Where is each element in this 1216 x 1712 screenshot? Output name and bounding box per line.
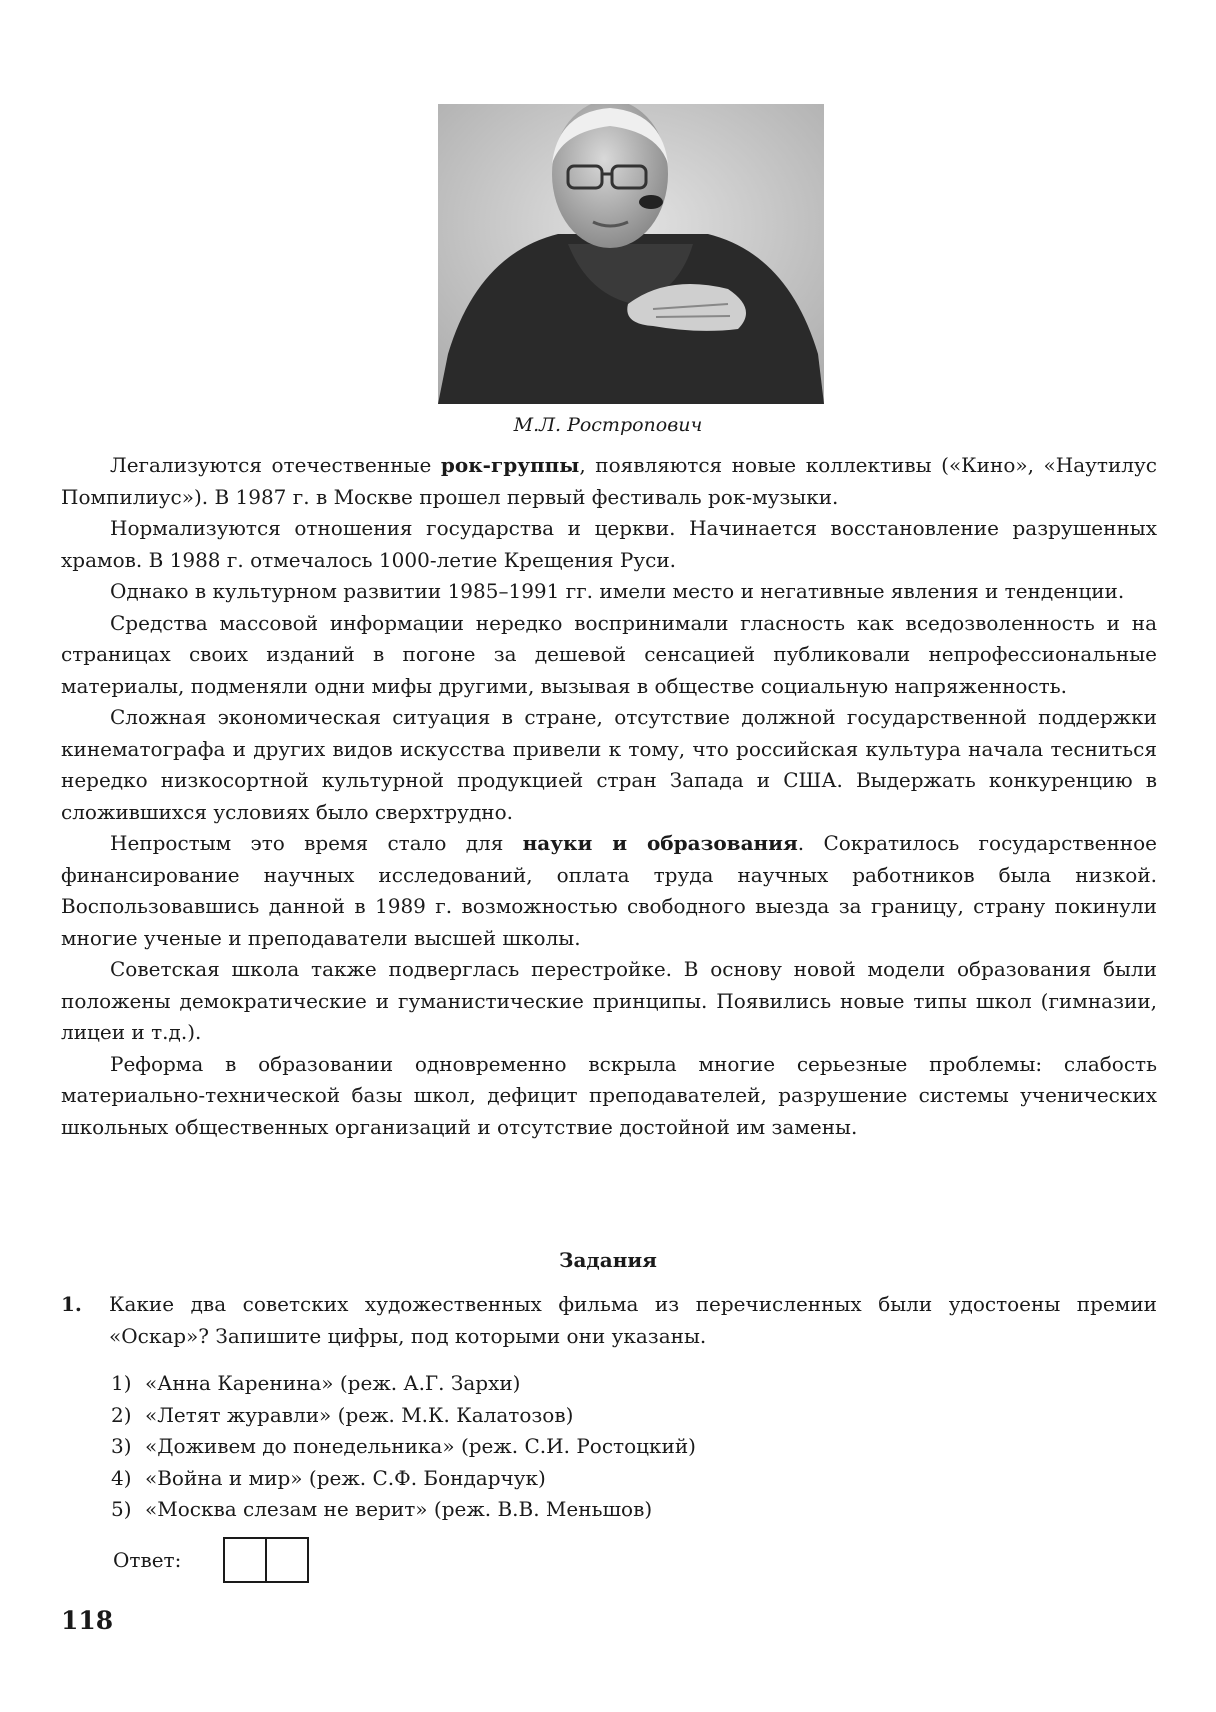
paragraph-text: Реформа в образовании одновременно вскрыла многие серьезные проблемы: слабость материально-технической базы школ, дефицит преподавателей, разрушение системы ученических школьных общественных организаций и отсутствие достойной им замены. <box>61 1051 1157 1139</box>
paragraph-text: . Сократилось государственное финансирование научных исследований, оплата труда научных работников была низкой. Воспользовавшись данной в 1989 г. возможностью свободного выезда за границу, страну покинули многие ученые и преподаватели высшей школы. <box>61 831 1157 950</box>
option-text: «Война и мир» (реж. С.Ф. Бондарчук) <box>145 1465 546 1490</box>
answer-row <box>113 1537 309 1583</box>
option-item <box>111 1400 1157 1432</box>
section-title: Задания <box>559 1248 657 1272</box>
options-list <box>111 1368 1157 1526</box>
answer-cell-2[interactable] <box>265 1539 307 1581</box>
paragraph <box>61 450 1157 513</box>
paragraph-text: Советская школа также подверглась перестройке. В основу новой модели образования были положены демократические и гуманистические принципы. Появились новые типы школ (гимназии, лицеи и т.д.). <box>61 957 1157 1044</box>
option-item <box>111 1368 1157 1400</box>
paragraph-text: Однако в культурном развитии 1985–1991 гг. имели место и негативные явления и тенденции. <box>110 579 1125 603</box>
paragraph-text: Средства массовой информации нередко воспринимали гласность как вседозволенность и на страницах своих изданий в погоне за дешевой сенсацией публиковали непрофессиональные материалы, подменяли одни мифы другими, вызывая в обществе социальную напряженность. <box>61 610 1157 698</box>
photo-caption: М.Л. Ростропович <box>513 414 703 436</box>
option-number: 3) <box>111 1434 132 1458</box>
paragraph <box>61 702 1157 828</box>
option-text: «Москва слезам не верит» (реж. В.В. Меньшов) <box>145 1497 653 1521</box>
option-text: «Летят журавли» (реж. М.К. Калатозов) <box>145 1402 574 1427</box>
paragraph-text: Непростым это время стало для <box>110 831 523 855</box>
option-item <box>111 1463 1157 1495</box>
option-item <box>111 1431 1157 1463</box>
task-question: Какие два советских художественных фильма из перечисленных были удостоены премии «Оскар»? Запишите цифры, под которыми они указаны. <box>109 1292 1157 1348</box>
page-number: 118 <box>61 1606 114 1635</box>
task-1 <box>61 1289 1157 1526</box>
paragraph <box>61 576 1157 608</box>
paragraph <box>61 1049 1157 1144</box>
bold-term: науки и образования <box>522 831 798 855</box>
option-text: «Доживем до понедельника» (реж. С.И. Ростоцкий) <box>145 1434 696 1458</box>
paragraph-text: Легализуются отечественные <box>110 453 441 477</box>
portrait-photo <box>438 104 824 404</box>
paragraph <box>61 954 1157 1049</box>
option-number: 1) <box>111 1371 132 1395</box>
paragraph-text: Сложная экономическая ситуация в стране, отсутствие должной государственной поддержки кинематографа и других видов искусства привели к тому, что российская культура начала тесниться нередко низкосортной культурной продукцией стран Запада и США. Выдержать конкуренцию в сложившихся условиях было сверхтрудно. <box>61 705 1157 824</box>
option-number: 5) <box>111 1497 132 1521</box>
paragraph <box>61 513 1157 576</box>
answer-box[interactable] <box>223 1537 309 1583</box>
option-item <box>111 1494 1157 1526</box>
answer-label: Ответ: <box>113 1548 182 1572</box>
option-text: «Анна Каренина» (реж. А.Г. Зархи) <box>145 1371 521 1395</box>
bold-term: рок-группы <box>440 453 580 477</box>
body-text <box>61 450 1157 1143</box>
answer-cell-1[interactable] <box>225 1539 265 1581</box>
paragraph <box>61 608 1157 703</box>
paragraph <box>61 828 1157 954</box>
paragraph-text: Нормализуются отношения государства и церкви. Начинается восстановление разрушенных храмов. В 1988 г. отмечалось 1000-летие Крещения Руси. <box>61 516 1157 572</box>
option-number: 4) <box>111 1465 132 1490</box>
paragraph-text: , появляются новые коллективы («Кино», «Наутилус Помпилиус»). В 1987 г. в Москве прошел первый фестиваль рок-музыки. <box>61 453 1157 509</box>
task-number: 1. <box>61 1292 82 1316</box>
option-number: 2) <box>111 1402 132 1427</box>
